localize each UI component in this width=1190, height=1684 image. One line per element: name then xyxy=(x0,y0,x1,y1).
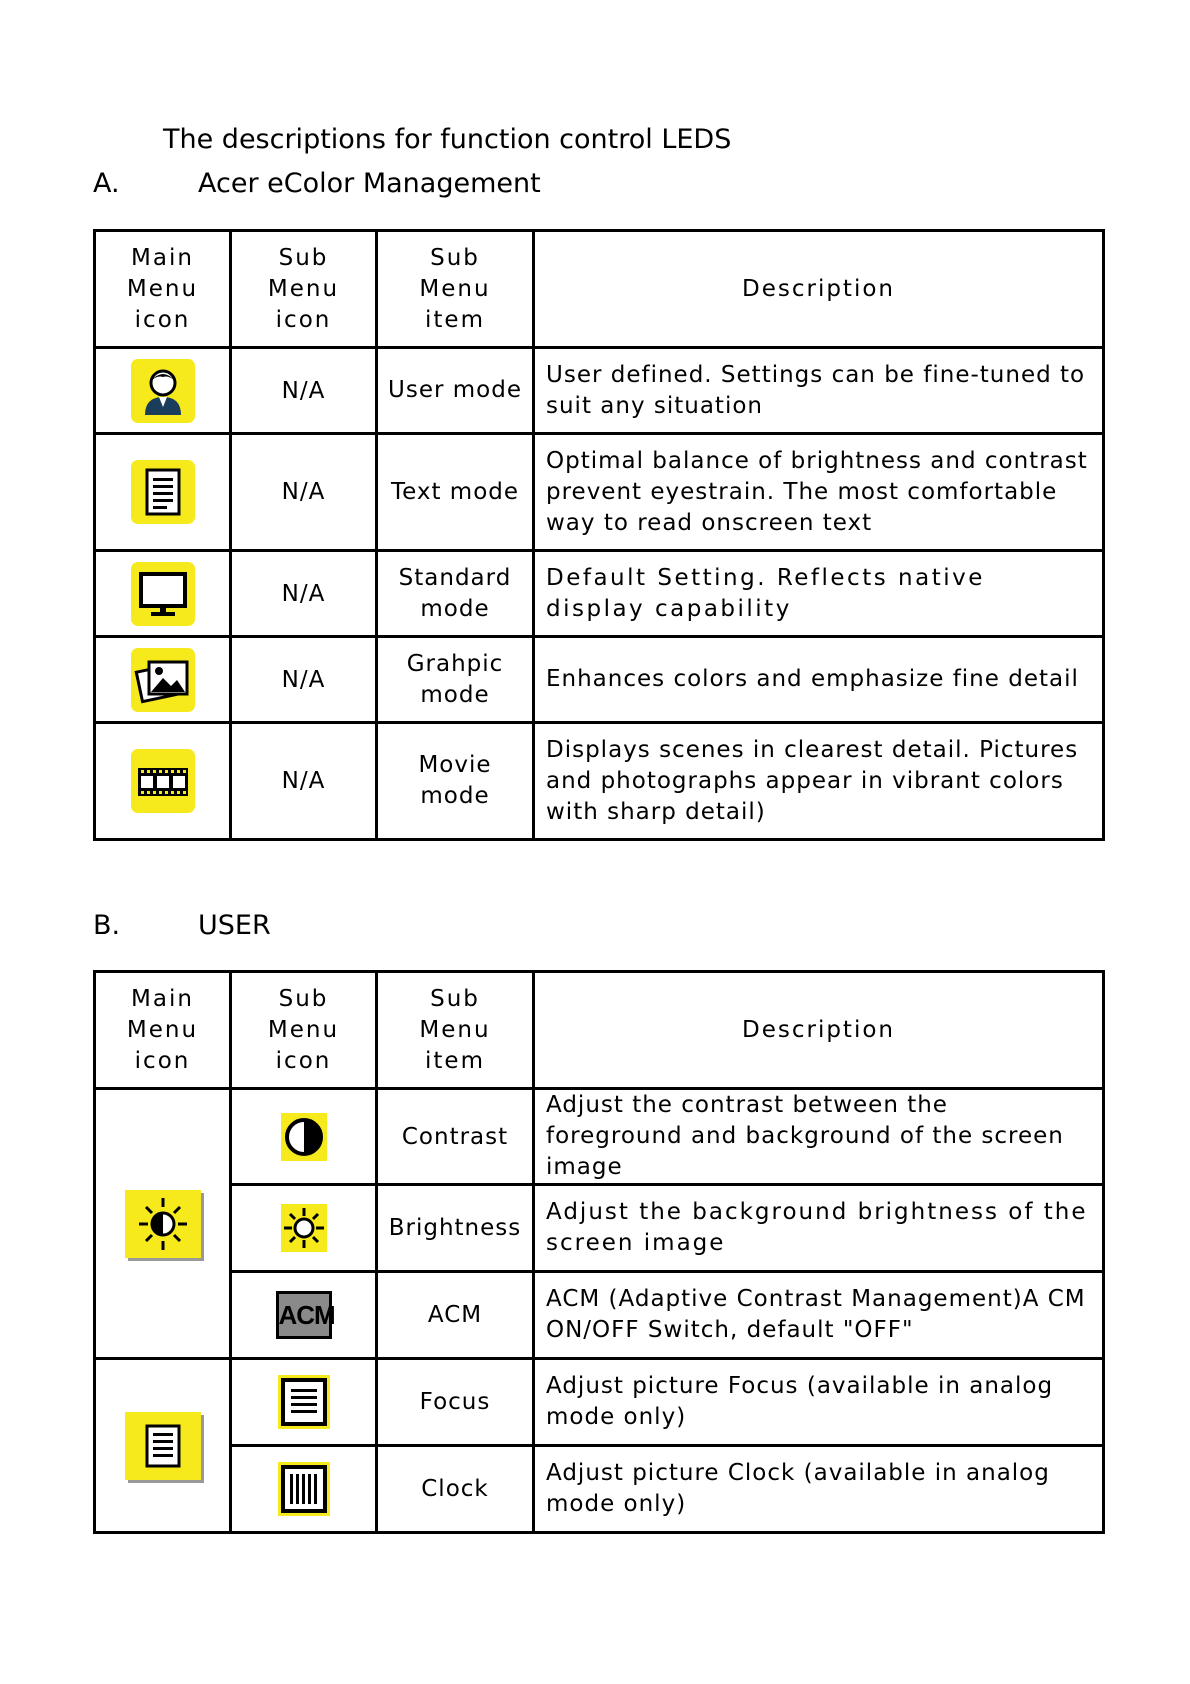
sub-menu-item-cell: Clock xyxy=(377,1446,534,1533)
sub-menu-icon-cell: N/A xyxy=(231,723,377,840)
clock-icon xyxy=(278,1462,330,1516)
user-icon xyxy=(131,359,195,423)
table-row xyxy=(95,1272,1104,1359)
header-sub-menu-item: Sub Menu item xyxy=(377,231,534,348)
sub-menu-item-cell: Grahpic mode xyxy=(377,637,534,723)
description-cell: Adjust picture Focus (available in analog mode only) xyxy=(534,1359,1104,1446)
text-document-icon xyxy=(131,460,195,524)
monitor-icon xyxy=(131,562,195,626)
sub-menu-icon-cell: N/A xyxy=(231,434,377,551)
sub-menu-icon-cell: N/A xyxy=(231,637,377,723)
sub-menu-icon-cell: N/A xyxy=(231,551,377,637)
description-cell: Enhances colors and emphasize fine detail xyxy=(534,637,1104,723)
table-row xyxy=(95,637,1104,723)
header-main-menu-icon: Main Menu icon xyxy=(95,231,231,348)
image-settings-main-icon xyxy=(125,1412,201,1480)
sub-menu-item-cell: Focus xyxy=(377,1359,534,1446)
header-sub-menu-icon: Sub Menu icon xyxy=(231,231,377,348)
header-main-menu-icon: Main Menu icon xyxy=(95,972,231,1089)
sub-menu-item-cell: Brightness xyxy=(377,1185,534,1272)
sub-menu-item-cell: Movie mode xyxy=(377,723,534,840)
section-b-name: USER xyxy=(198,910,271,941)
page-title: The descriptions for function control LEDS xyxy=(163,124,732,155)
acm-icon: ACM xyxy=(276,1291,332,1339)
section-b-letter: B. xyxy=(93,910,121,941)
sub-menu-item-cell: ACM xyxy=(377,1272,534,1359)
table-header-row xyxy=(95,231,1104,348)
header-sub-menu-item: Sub Menu item xyxy=(377,972,534,1089)
table-row xyxy=(95,723,1104,840)
header-description: Description xyxy=(534,972,1104,1089)
description-cell: Optimal balance of brightness and contrast prevent eyestrain. The most comfortable way to read onscreen text xyxy=(534,434,1104,551)
pictures-icon xyxy=(131,648,195,712)
table-row xyxy=(95,434,1104,551)
contrast-icon xyxy=(281,1113,327,1161)
description-cell: Displays scenes in clearest detail. Pictures and photographs appear in vibrant colors with sharp detail) xyxy=(534,723,1104,840)
user-settings-table xyxy=(93,970,1105,1534)
table-header-row xyxy=(95,972,1104,1089)
table-row xyxy=(95,348,1104,434)
sub-menu-item-cell: Standard mode xyxy=(377,551,534,637)
table-row xyxy=(95,1185,1104,1272)
description-cell: User defined. Settings can be fine-tuned to suit any situation xyxy=(534,348,1104,434)
description-cell: Default Setting. Reflects native display capability xyxy=(534,551,1104,637)
brightness-main-icon xyxy=(125,1190,201,1258)
sub-menu-icon-cell: N/A xyxy=(231,348,377,434)
description-cell: Adjust the contrast between the foreground and background of the screen image xyxy=(534,1089,1104,1185)
header-sub-menu-icon: Sub Menu icon xyxy=(231,972,377,1089)
focus-icon xyxy=(278,1375,330,1429)
description-cell: Adjust the background brightness of the screen image xyxy=(534,1185,1104,1272)
sub-menu-item-cell: Contrast xyxy=(377,1089,534,1185)
table-row xyxy=(95,1089,1104,1185)
section-a-name: Acer eColor Management xyxy=(198,168,541,199)
description-cell: Adjust picture Clock (available in analog mode only) xyxy=(534,1446,1104,1533)
sub-menu-item-cell: User mode xyxy=(377,348,534,434)
table-row xyxy=(95,1446,1104,1533)
header-description: Description xyxy=(534,231,1104,348)
sub-menu-item-cell: Text mode xyxy=(377,434,534,551)
brightness-icon xyxy=(281,1204,327,1252)
film-strip-icon xyxy=(131,749,195,813)
table-row xyxy=(95,1359,1104,1446)
description-cell: ACM (Adaptive Contrast Management)A CM ON/OFF Switch, default "OFF" xyxy=(534,1272,1104,1359)
table-row xyxy=(95,551,1104,637)
ecolor-management-table xyxy=(93,229,1105,841)
section-a-letter: A. xyxy=(93,168,120,199)
